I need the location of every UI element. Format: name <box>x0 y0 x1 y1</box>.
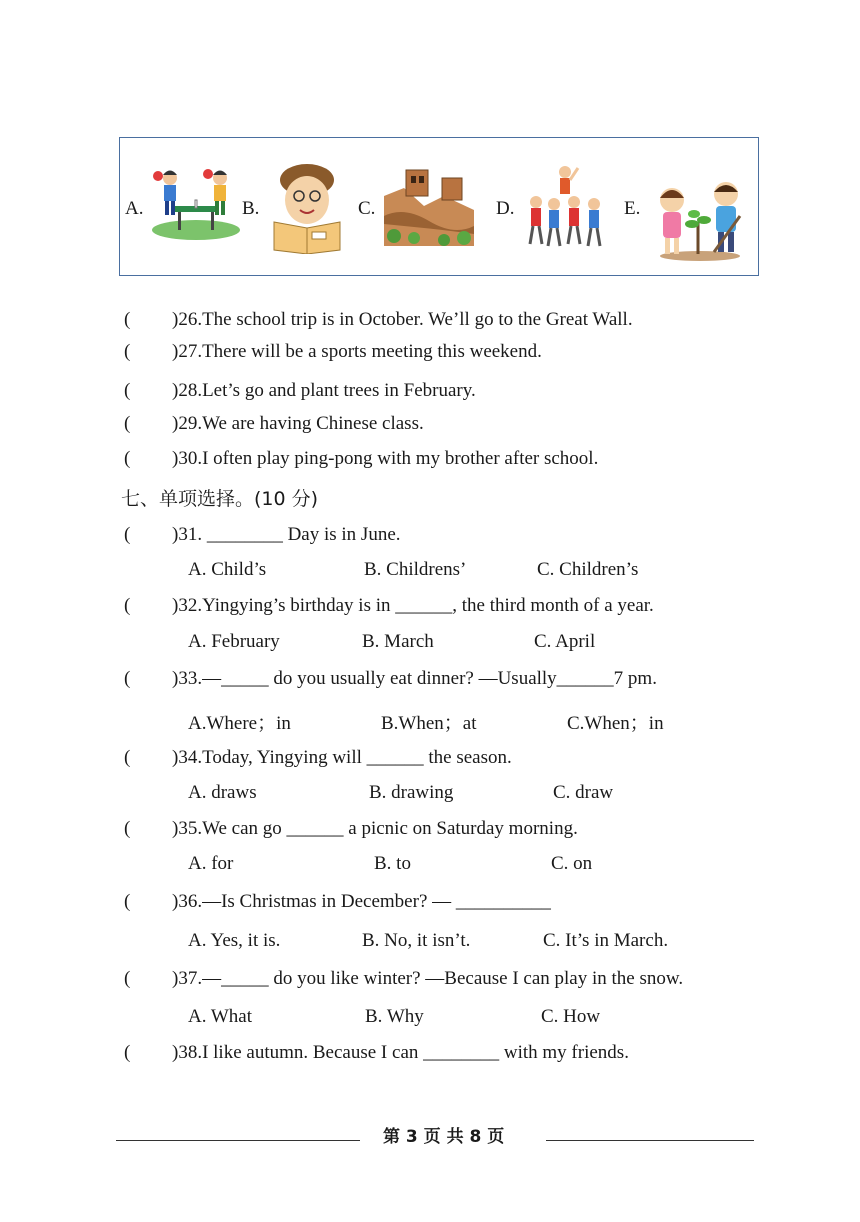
question-26: )26.The school trip is in October. We’ll go to the Great Wall. <box>172 309 633 330</box>
ping-pong-icon <box>150 160 242 247</box>
question-31: )31. ________ Day is in June. <box>172 524 401 545</box>
picture-label-e: E. <box>624 198 641 219</box>
sports-meeting-icon <box>522 162 612 257</box>
question-28: )28.Let’s go and plant trees in February. <box>172 380 476 401</box>
reading-boy-icon <box>268 162 346 259</box>
question-37: )37.—_____ do you like winter? —Because I can play in the snow. <box>172 968 684 989</box>
option-b: B.When；at <box>381 713 477 734</box>
question-33: )33.—_____ do you usually eat dinner? —Usually______7 pm. <box>172 668 657 689</box>
answer-paren: ( <box>124 1042 131 1063</box>
option-b: B. Childrens’ <box>364 559 467 580</box>
picture-label-c: C. <box>358 198 376 219</box>
option-c: C. It’s in March. <box>543 930 669 951</box>
answer-paren: ( <box>124 380 131 401</box>
picture-box <box>119 137 759 276</box>
answer-paren: ( <box>124 448 131 469</box>
option-c: C. Children’s <box>537 559 639 580</box>
picture-label-d: D. <box>496 198 515 219</box>
answer-paren: ( <box>124 668 131 689</box>
answer-paren: ( <box>124 968 131 989</box>
picture-label-b: B. <box>242 198 260 219</box>
option-a: A. February <box>188 631 280 652</box>
option-c: C.When；in <box>567 713 664 734</box>
page-number: 第 3 页 共 8 页 <box>383 1127 505 1147</box>
question-30: )30.I often play ping-pong with my brother after school. <box>172 448 599 469</box>
option-b: B. to <box>374 853 411 874</box>
great-wall-icon <box>384 166 474 251</box>
question-38: )38.I like autumn. Because I can ________ with my friends. <box>172 1042 629 1063</box>
option-c: C. How <box>541 1006 601 1027</box>
option-c: C. April <box>534 631 596 652</box>
question-36: )36.—Is Christmas in December? — __________ <box>172 891 551 912</box>
option-c: C. draw <box>553 782 614 803</box>
option-a: A. for <box>188 853 234 874</box>
option-c: C. on <box>551 853 593 874</box>
question-34: )34.Today, Yingying will ______ the season. <box>172 747 512 768</box>
answer-paren: ( <box>124 524 131 545</box>
option-b: B. Why <box>365 1006 424 1027</box>
option-a: A. draws <box>188 782 257 803</box>
option-a: A. What <box>188 1006 253 1027</box>
planting-trees-icon <box>652 176 748 267</box>
answer-paren: ( <box>124 747 131 768</box>
option-b: B. No, it isn’t. <box>362 930 471 951</box>
answer-paren: ( <box>124 891 131 912</box>
question-35: )35.We can go ______ a picnic on Saturday morning. <box>172 818 578 839</box>
footer-rule-right <box>546 1140 754 1141</box>
option-a: A. Child’s <box>188 559 267 580</box>
answer-paren: ( <box>124 341 131 362</box>
section-heading: 七、单项选择。(10 分) <box>121 488 319 510</box>
answer-paren: ( <box>124 595 131 616</box>
question-32: )32.Yingying’s birthday is in ______, the third month of a year. <box>172 595 654 616</box>
option-b: B. drawing <box>369 782 454 803</box>
picture-label-a: A. <box>125 198 144 219</box>
answer-paren: ( <box>124 309 131 330</box>
footer-rule-left <box>116 1140 360 1141</box>
answer-paren: ( <box>124 413 131 434</box>
option-a: A. Yes, it is. <box>188 930 281 951</box>
answer-paren: ( <box>124 818 131 839</box>
question-27: )27.There will be a sports meeting this weekend. <box>172 341 542 362</box>
option-b: B. March <box>362 631 434 652</box>
option-a: A.Where；in <box>188 713 291 734</box>
question-29: )29.We are having Chinese class. <box>172 413 424 434</box>
